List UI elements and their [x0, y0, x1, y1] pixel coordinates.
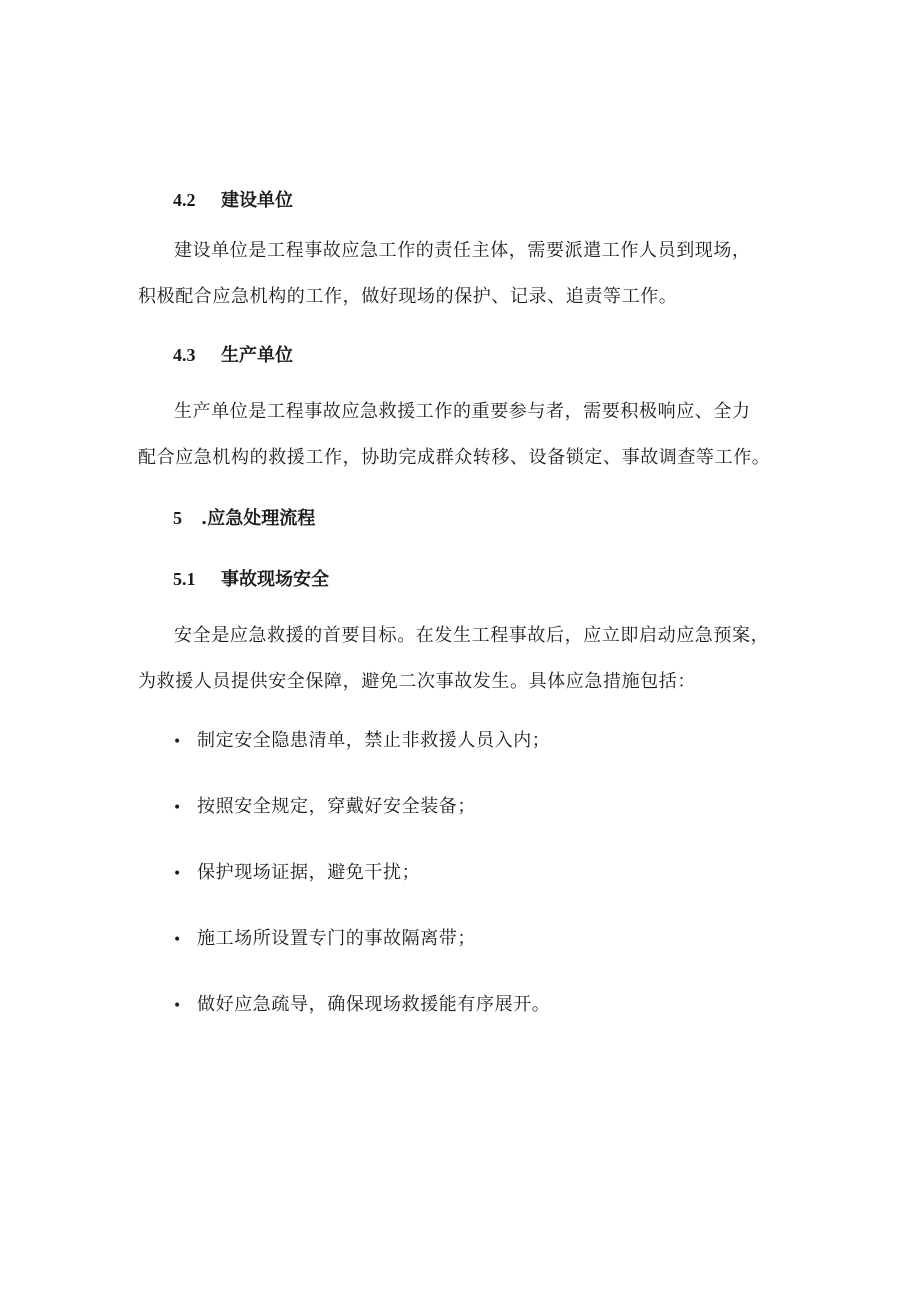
- list-item-text: 保护现场证据，避免干扰；: [197, 862, 421, 883]
- section-title: .应急处理流程: [201, 508, 316, 529]
- list-item-text: 按照安全规定，穿戴好安全装备；: [197, 796, 476, 817]
- paragraph-line: 建设单位是工程事故应急工作的责任主体，需要派遣工作人员到现场，: [174, 240, 751, 261]
- section-title: 事故现场安全: [221, 569, 329, 590]
- bullet-icon: •: [173, 932, 182, 948]
- list-item: [173, 795, 476, 820]
- section-heading-4-3: [173, 343, 293, 368]
- paragraph-line: 配合应急机构的救援工作，协助完成群众转移、设备锁定、事故调查等工作。: [138, 447, 771, 468]
- paragraph-line: 积极配合应急机构的工作，做好现场的保护、记录、追责等工作。: [138, 286, 678, 307]
- bullet-icon: •: [173, 998, 182, 1014]
- list-item: [173, 729, 550, 754]
- list-item: [173, 861, 420, 886]
- section-number: 4.3: [173, 345, 196, 365]
- section-paragraph-4-3: [138, 389, 808, 481]
- list-item-text: 做好应急疏导，确保现场救援能有序展开。: [197, 994, 551, 1015]
- section-heading-4-2: [173, 188, 293, 213]
- paragraph-line: 安全是应急救援的首要目标。在发生工程事故后，应立即启动应急预案，: [174, 625, 770, 646]
- list-item-text: 施工场所设置专门的事故隔离带；: [197, 928, 476, 949]
- list-item-text: 制定安全隐患清单，禁止非救援人员入内；: [197, 730, 551, 751]
- paragraph-line: 生产单位是工程事故应急救援工作的重要参与者，需要积极响应、全力: [174, 401, 751, 422]
- list-item: [173, 927, 476, 952]
- list-item: [173, 993, 550, 1018]
- bullet-icon: •: [173, 734, 182, 750]
- section-paragraph-4-2: [138, 228, 808, 320]
- section-heading-5: [173, 506, 315, 531]
- bullet-icon: •: [173, 800, 182, 816]
- paragraph-line: 为救援人员提供安全保障，避免二次事故发生。具体应急措施包括：: [138, 671, 696, 692]
- section-heading-5-1: [173, 567, 329, 592]
- section-number: 5.1: [173, 569, 196, 589]
- section-title: 建设单位: [221, 190, 293, 211]
- section-number: 5: [173, 508, 182, 528]
- section-paragraph-5-1: [138, 613, 808, 705]
- bullet-icon: •: [173, 866, 182, 882]
- section-title: 生产单位: [221, 345, 293, 366]
- section-number: 4.2: [173, 190, 196, 210]
